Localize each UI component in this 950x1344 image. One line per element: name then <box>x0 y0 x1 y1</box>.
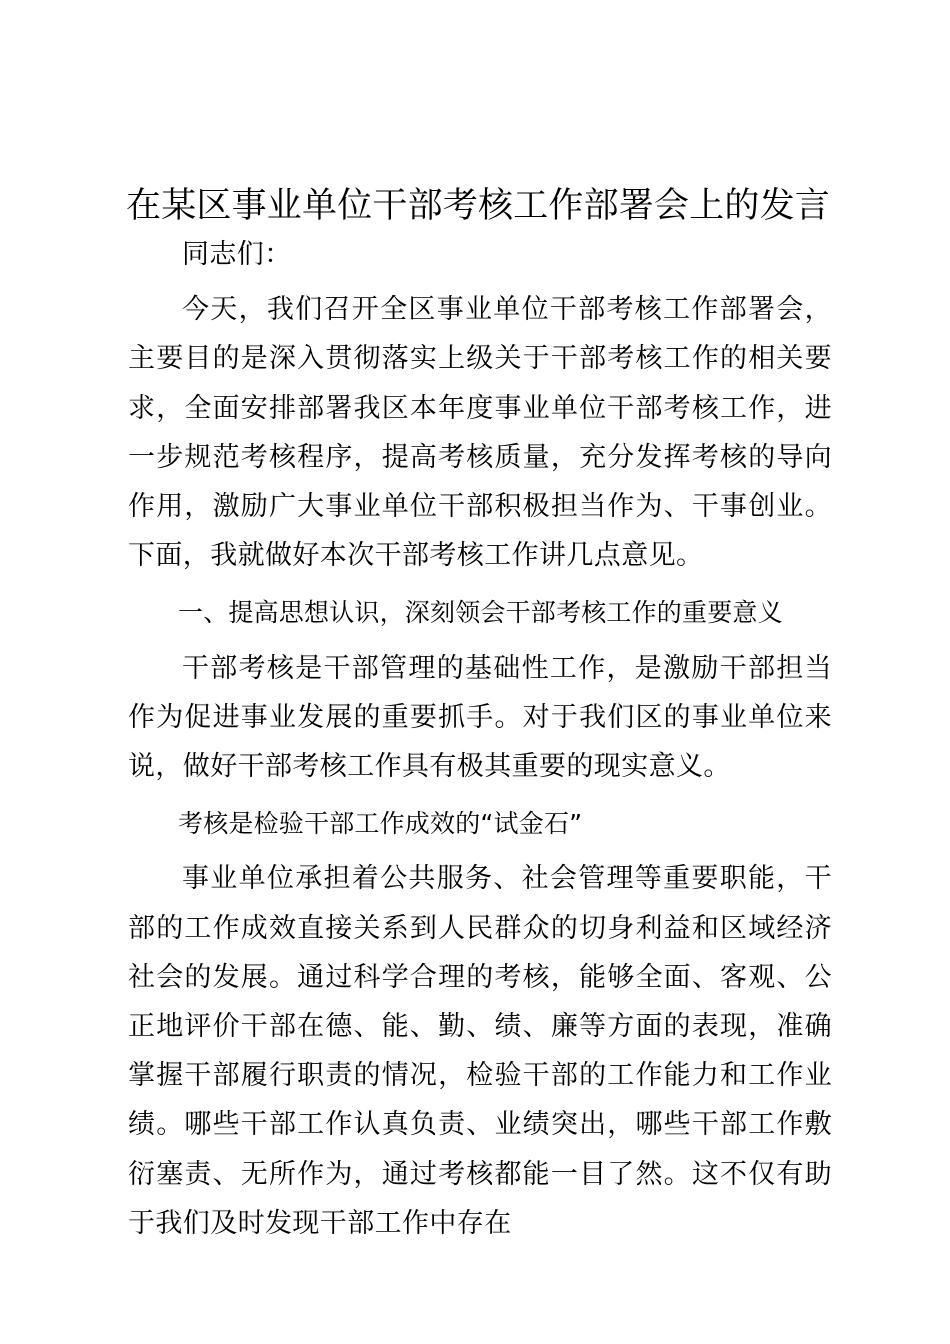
document-title: 在某区事业单位干部考核工作部署会上的发言 <box>126 186 831 226</box>
section-heading: 一、提高思想认识，深刻领会干部考核工作的重要意义 <box>178 598 783 628</box>
document-page <box>128 182 832 1248</box>
paragraph-intro: 今天，我们召开全区事业单位干部考核工作部署会，主要目的是深入贯彻落实上级关于干部考核工作的相关要求，全面安排部署我区本年度事业单位干部考核工作，进一步规范考核程序，提高考核质量，充分发挥考核的导向作用，激励广大事业单位干部积极担当作为、干事创业。下面，我就做好本次干部考核工作讲几点意见。 <box>128 294 832 572</box>
paragraph-significance: 干部考核是干部管理的基础性工作，是激励干部担当作为促进事业发展的重要抓手。对于我们区的事业单位来说，做好干部考核工作具有极其重要的现实意义。 <box>128 652 832 783</box>
paragraph-evaluation: 事业单位承担着公共服务、社会管理等重要职能，干部的工作成效直接关系到人民群众的切身利益和区域经济社会的发展。通过科学合理的考核，能够全面、客观、公正地评价干部在德、能、勤、绩、廉等方面的表现，准确掌握干部履行职责的情况，检验干部的工作能力和工作业绩。哪些干部工作认真负责、业绩突出，哪些干部工作敷衍塞责、无所作为，通过考核都能一目了然。这不仅有助于我们及时发现干部工作中存在 <box>128 863 832 1239</box>
salutation: 同志们： <box>182 239 292 270</box>
subheading: 考核是检验干部工作成效的“试金石” <box>178 809 583 839</box>
